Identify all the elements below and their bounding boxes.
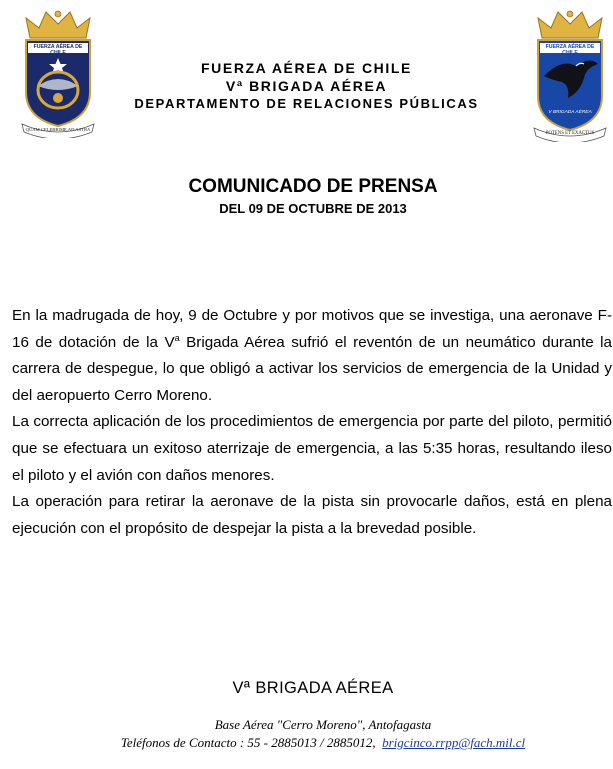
footer-phones: Teléfonos de Contacto : 55 - 2885013 / 2885012,: [120, 735, 376, 750]
page-title: COMUNICADO DE PRENSA: [188, 176, 438, 197]
press-release-body: [12, 303, 612, 542]
paragraph-3: La operación para retirar la aeronave de la pista sin provocarle daños, está en plena ejecución con el propósito de despejar la pista a la brevedad posible.: [12, 493, 612, 537]
crest-banner-text: FUERZA AÉREA DE CHILE: [33, 44, 83, 56]
paragraph-2: La correcta aplicación de los procedimientos de emergencia por parte del piloto, permitió que se efectuara un exitoso aterrizaje de emergencia, a las 5:35 horas, resultando ileso el piloto y el avión con daños menores.: [12, 413, 612, 484]
crest-inner-text: V BRIGADA AÉREA: [548, 110, 592, 115]
crest-banner-text: FUERZA AÉREA DE CHILE: [545, 44, 595, 56]
crest-ribbon-text: QUAM CELERRIME AD ASTRA: [25, 127, 91, 132]
header-brigade: Vª BRIGADA AÉREA: [225, 78, 388, 94]
crest-ribbon-text: POTENS ET EXACTUS: [545, 131, 595, 136]
footer-contact: [0, 735, 613, 751]
header-org: FUERZA AÉREA DE CHILE: [201, 60, 412, 76]
paragraph-1: En la madrugada de hoy, 9 de Octubre y por motivos que se investiga, una aeronave F-16 de dotación de la $V^a$ Brigada Aérea sufrió el reventón de un neumático durante la carrera de despegue, lo que obligó a activar los servicios de emergencia de la Unidad y del aeropuerto Cerro Moreno.: [12, 307, 613, 404]
email-link[interactable]: brigcinco.rrpp@fach.mil.cl: [382, 735, 526, 750]
document-date: DEL 09 DE OCTUBRE DE 2013: [219, 201, 407, 216]
header-department: DEPARTAMENTO DE RELACIONES PÚBLICAS: [134, 96, 479, 111]
signature: Vª BRIGADA AÉREA: [232, 679, 394, 697]
footer-address: Base Aérea "Cerro Moreno", Antofagasta: [214, 717, 432, 732]
